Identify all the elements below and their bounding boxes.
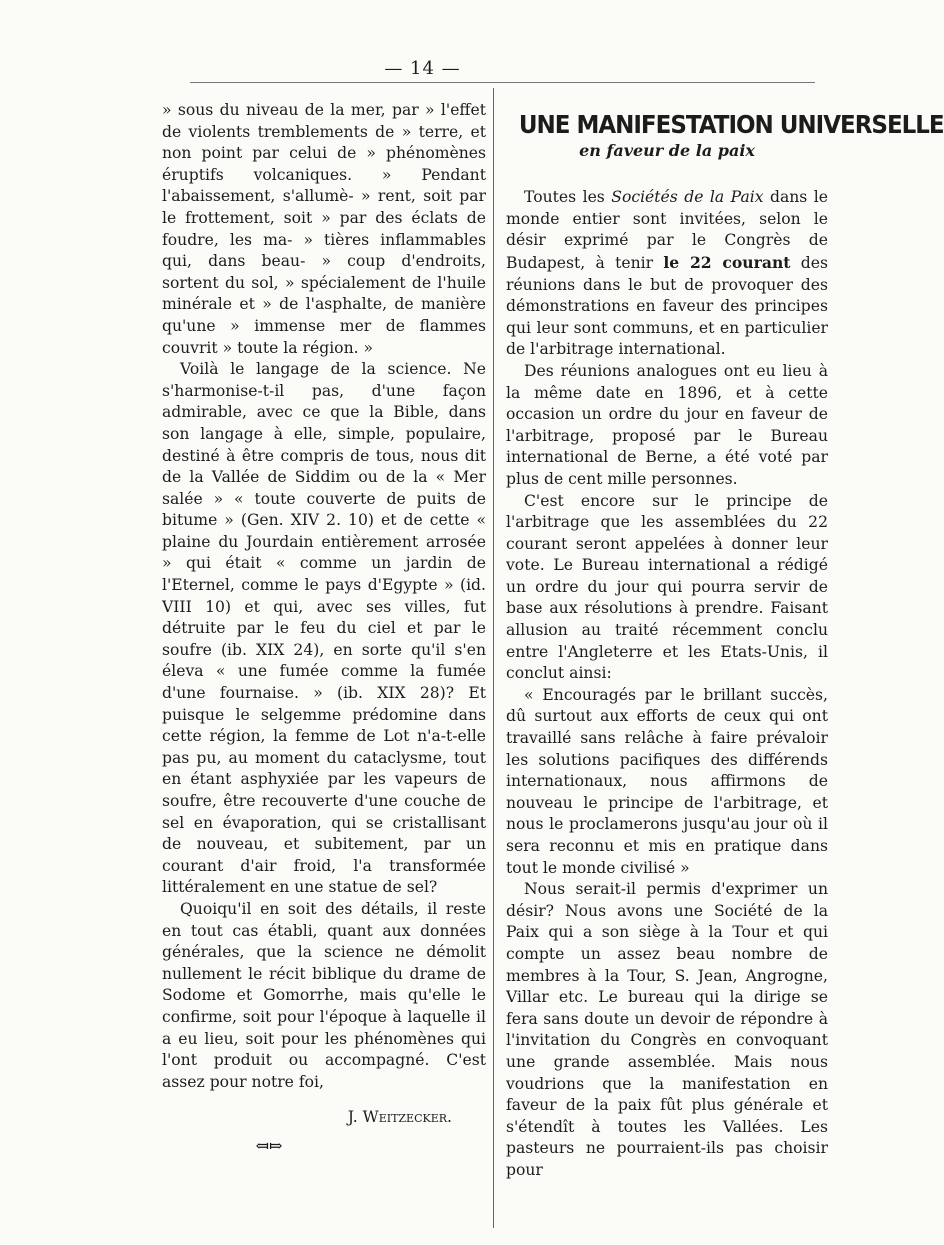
- peace-societies-name: Sociétés de la Paix: [611, 188, 764, 207]
- invitation-text-start: Toutes les: [524, 188, 612, 207]
- meeting-date: le 22 courant: [663, 252, 791, 272]
- invitation-paragraph: [506, 187, 828, 361]
- ornament-icon: ⤆⤇: [255, 1135, 283, 1155]
- local-society-paragraph: Nous serait-il permis d'exprimer un désir? Nous avons une Société de la Paix qui a son siège à la Tour et qui compte un assez beau nombre de membres à la Tour, S. Jean, Angrogne, Villar etc. Le bureau qui la dirige se fera sans doute un devoir de répondre à l'invitation du Congrès en convoquant une grande assemblée. Mais nous voudrions que la manifestation en faveur de la paix fût plus générale et s'étendît à toutes les Vallées. Les pasteurs ne pourraient-ils pas choisir pour: [506, 880, 828, 1179]
- science-bible-paragraph: Voilà le langage de la science. Ne s'harmonise-t-il pas, d'une façon admirable, avec ce que la Bible, dans son langage à elle, simple, populaire, destiné à être compris de tous, nous dit de la Vallée de Siddim ou de la « Mer salée » « toute couverte de puits de bitume » (Gen. XIV 2. 10) et de cette « plaine du Jourdain entièrement arrosée » qui était « comme un jardin de l'Eternel, comme le pays d'Egypte » (id. VIII 10) et qui, avec ses villes, fut détruite par le feu du ciel et par le soufre (ib. XIX 24), en sorte qu'il s'en éleva « une fumée comme la fumée d'une fournaise. » (ib. XIX 28)? Et puisque le selgemme prédomine dans cette région, la femme de Lot n'a-t-elle pas pu, au moment du cataclysme, tout en étant asphyxiée par les vapeurs de soufre, être recouverte d'une couche de sel en évaporation, qui se cristallisant de nouveau, et subitement, par un courant d'air froid, l'a transformée littéralement en une statue de sel?: [162, 360, 486, 897]
- top-rule: [190, 82, 815, 83]
- conclusion-paragraph: Quoiqu'il en soit des détails, il reste en tout cas établi, quant aux données générales, que la science ne démolit nullement le récit biblique du drame de Sodome et Gomorrhe, mais qu'elle le confirme, soit pour l'époque à laquelle il a eu lieu, soit pour les phénomènes qui l'ont produit ou accompagné. C'est assez pour notre foi,: [162, 899, 486, 1091]
- invitation-text-end: des réunions dans le but de provoquer des démonstrations en faveur des principes qui leur sont communs, et en particulier de l'arbitrage international.: [506, 253, 828, 359]
- left-column: [162, 100, 486, 1157]
- arbitration-paragraph: C'est encore sur le principe de l'arbitrage que les assemblées du 22 courant seront appelées à donner leur vote. Le Bureau international a rédigé un ordre du jour qui pourra servir de base aux résolutions à prendre. Faisant allusion au traité récemment conclu entre l'Angleterre et les Etats-Unis, il conclut ainsi:: [506, 491, 828, 683]
- right-column: [506, 110, 944, 1182]
- article-title: UNE MANIFESTATION UNIVERSELLE: [518, 110, 944, 139]
- invitation-text-middle: dans le monde entier sont invitées, selon le désir exprimé par le Congrès de Budapest, à tenir: [506, 188, 828, 272]
- geology-quote: » sous du niveau de la mer, par » l'effet de violents tremblements de » terre, et non point par celui de » phénomènes éruptifs volcaniques. » Pendant l'abaissement, s'allumè- » rent, soit par le frottement, soit » par des éclats de foudre, les ma- » tières inflammables qui, dans beau- » coup d'endroits, sortent du sol, » spécialement de l'huile minérale et » de l'asphalte, de manière qu'une » immense mer de flammes couvrit » toute la région. »: [162, 101, 486, 357]
- column-divider: [493, 88, 494, 1228]
- page-number: — 14 —: [384, 58, 461, 79]
- resolution-quote-paragraph: « Encouragés par le brillant succès, dû surtout aux efforts de ceux qui ont travaillé sans relâche à faire prévaloir les solutions pacifiques des différends internationaux, nous affirmons de nouveau le principe de l'arbitrage, et nous le proclamerons jusqu'au jour où il sera reconnu et mis en pratique dans tout le monde civilisé »: [506, 685, 828, 877]
- author-signature: J. Weitzecker.: [347, 1108, 452, 1127]
- article-subtitle: en faveur de la paix: [579, 140, 755, 160]
- previous-meetings-paragraph: Des réunions analogues ont eu lieu à la même date en 1896, et à cette occasion un ordre du jour en faveur de l'arbitrage, proposé par le Bureau international de Berne, a été voté par plus de cent mille personnes.: [506, 361, 828, 488]
